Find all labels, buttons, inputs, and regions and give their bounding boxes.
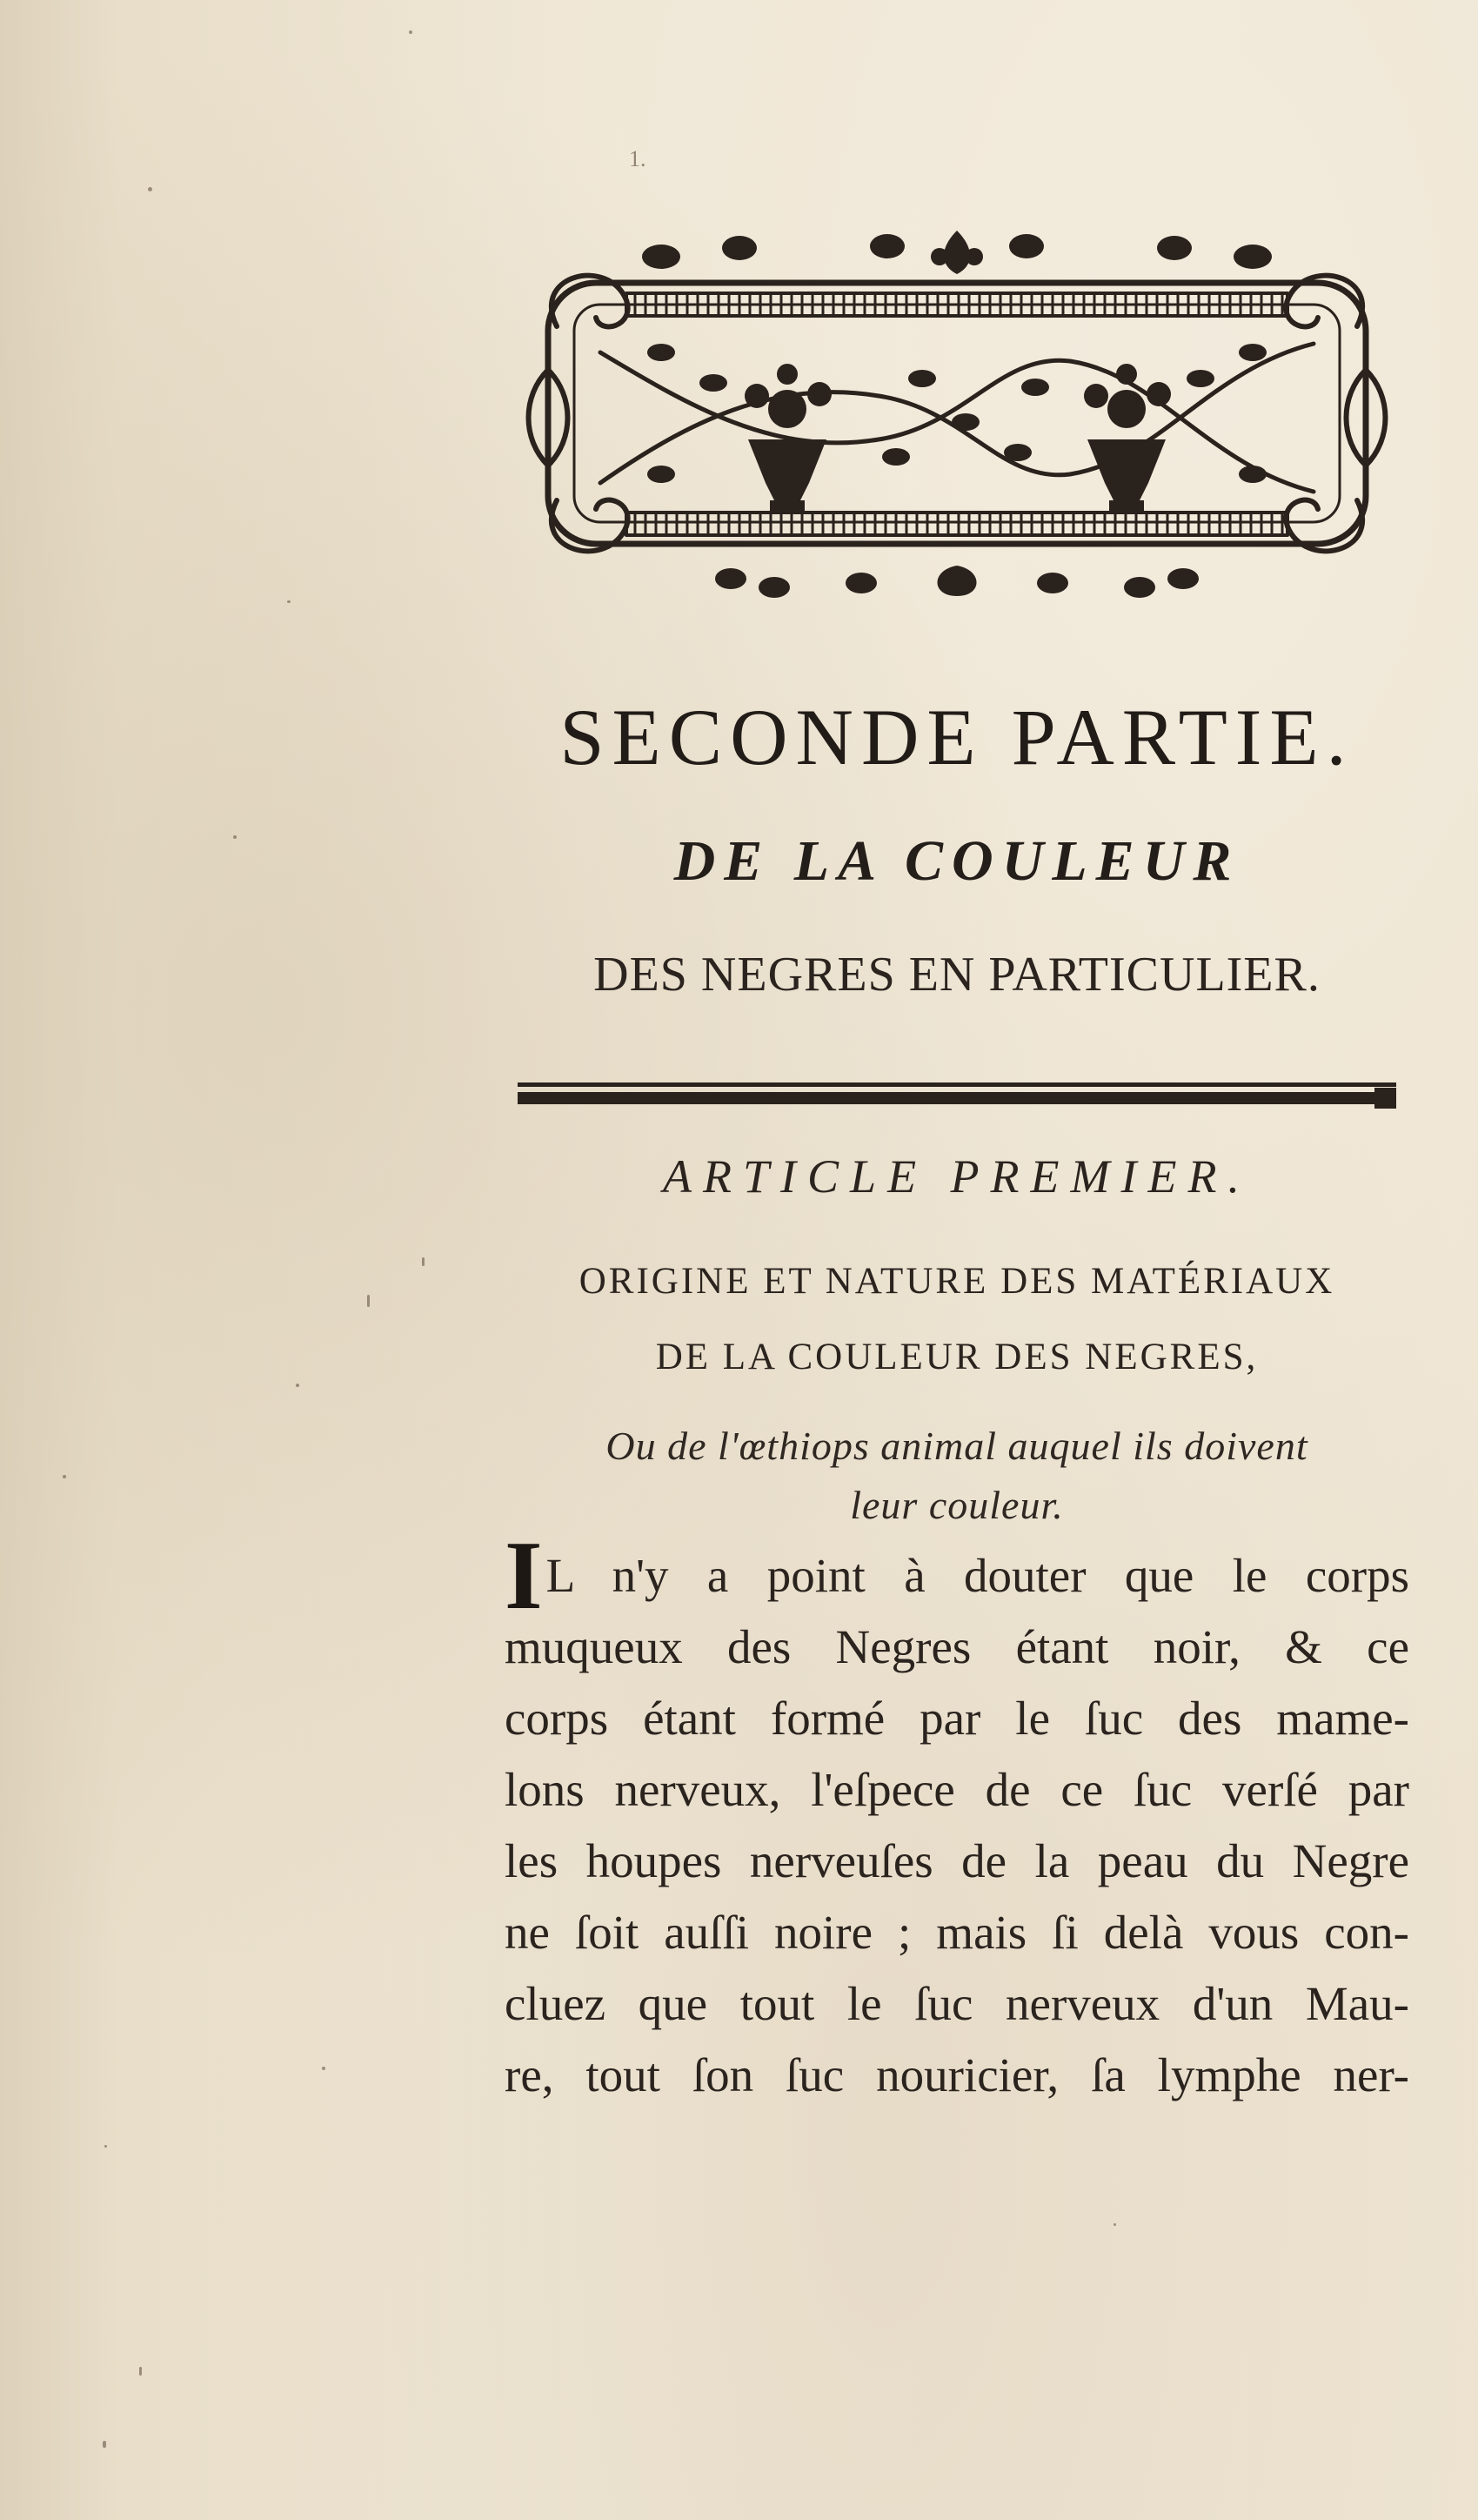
body-paragraph [505,1522,1409,2111]
body-line [505,1522,1409,1630]
body-line-text: L n'y a point à douter que le corps [545,1549,1409,1602]
article-subheading-second-line: leur couleur. [850,1483,1064,1527]
paper-speck [367,1295,370,1307]
body-line: lons nerveux, l'eſpece de ce ſuc verſé par [505,1763,1409,1816]
part-title: SECONDE PARTIE. [559,693,1354,781]
paper-speck [104,2145,107,2148]
paper-speck [103,2441,106,2448]
body-line: corps étant formé par le ſuc des mame- [505,1692,1409,1745]
paper-speck [233,835,237,839]
decorative-rule [518,1077,1396,1112]
paper-speck [148,187,152,191]
text-column [487,0,1427,2520]
paper-speck [422,1257,425,1266]
paper-speck [322,2067,325,2070]
article-heading: ORIGINE ET NATURE DES MATÉRIAUX [578,1261,1335,1302]
article-subheading: Ou de l'œthiops animal auquel ils doivent [605,1424,1308,1468]
paper-speck [63,1475,66,1478]
body-line: muqueux des Negres étant noir, & ce [505,1620,1409,1673]
chapter-subtitle: DE LA COULEUR [673,829,1241,893]
article-heading-second-line: DE LA COULEUR DES NEGRES, [655,1337,1259,1377]
paper-speck [296,1384,299,1387]
chapter-subtitle-second-line: DES NEGRES EN PARTICULIER. [593,948,1321,1002]
drop-cap: I [505,1522,543,1630]
article-title: ARTICLE PREMIER. [663,1150,1251,1203]
paper-speck [139,2367,142,2376]
body-line: re, tout ſon ſuc nouricier, ſa lymphe ner- [505,2048,1409,2101]
body-line: cluez que tout le ſuc nerveux d'un Mau- [505,1977,1409,2030]
paper-speck [409,30,412,34]
body-line: les houpes nerveuſes de la peau du Negre [505,1834,1409,1887]
page-mark: 1. [629,146,646,171]
body-line: ne ſoit auſſi noire ; mais ſi delà vous con- [505,1906,1409,1959]
paper-speck [287,600,291,603]
floral-headpiece-icon [513,222,1401,640]
